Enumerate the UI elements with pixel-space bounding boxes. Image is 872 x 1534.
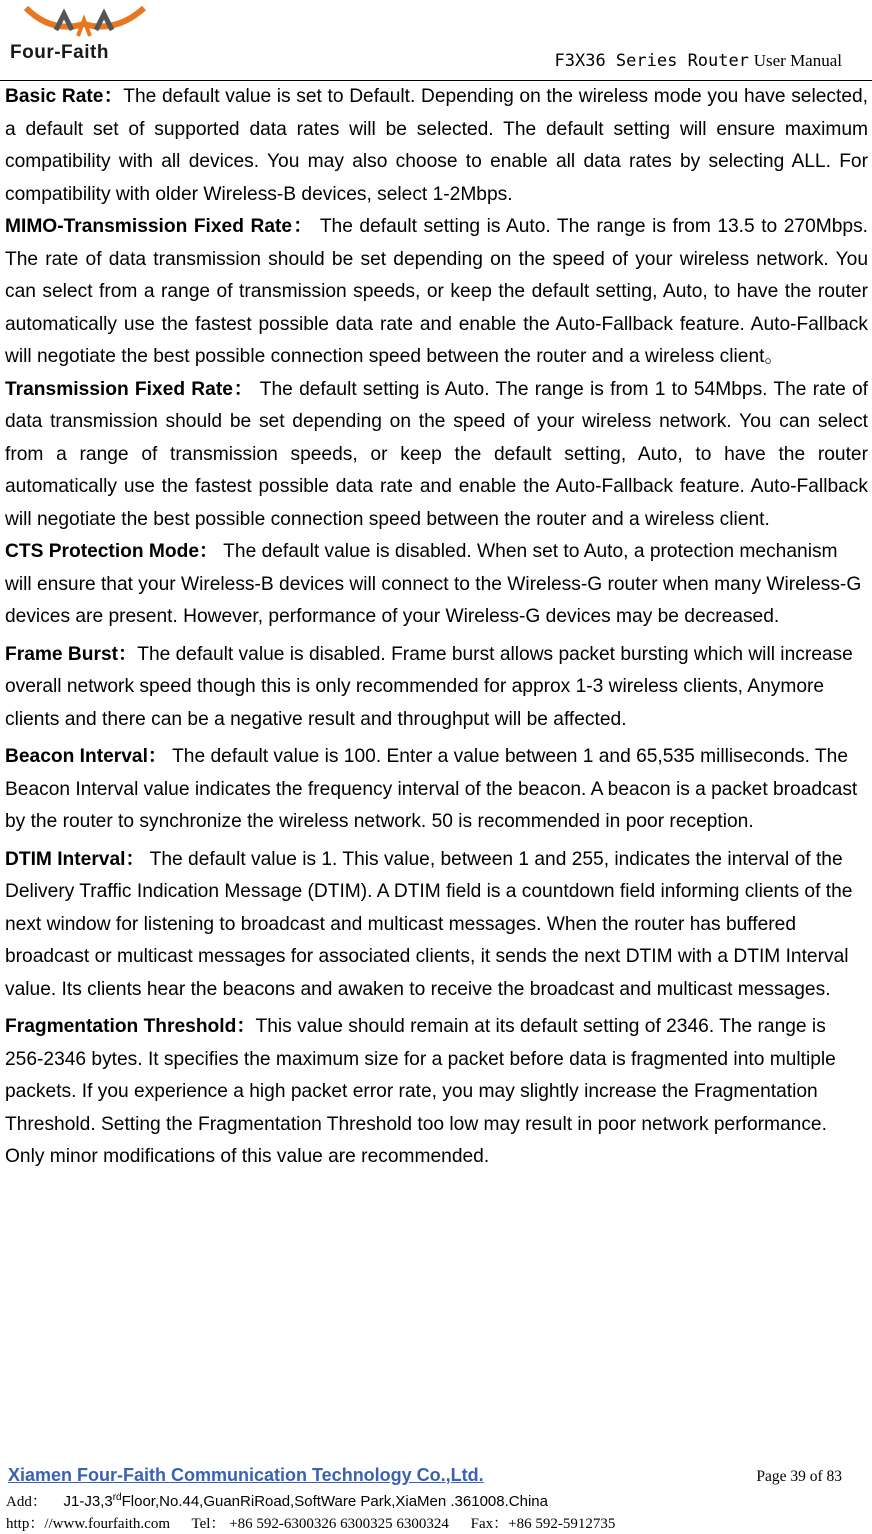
document-title [555, 51, 842, 71]
term-mimo-rate: MIMO-Transmission Fixed Rate： [5, 216, 314, 237]
desc-cts-protection: The default value is disabled. When set to Auto, a protection mechanism will ensure that your Wireless-B devices will connect to the Wireless-G router when many Wireless-G devices are present. However, performance of your Wireless-G devices may be decreased. [5, 541, 862, 627]
paragraph-cts-protection [5, 536, 868, 634]
paragraph-frame-burst [5, 639, 868, 737]
desc-dtim-interval: The default value is 1. This value, between 1 and 255, indicates the interval of the Delivery Traffic Indication Message (DTIM). A DTIM field is a countdown field informing clients of the next window for listening to broadcast and multicast messages. When the router has buffered broadcast or multicast messages for associated clients, it sends the next DTIM with a DTIM Interval value. Its clients hear the beacons and awaken to receive the broadcast and multicast messages. [5, 848, 853, 1000]
four-faith-logo [4, 0, 164, 74]
address-line [6, 1490, 548, 1511]
paragraph-fragmentation-threshold [5, 1011, 868, 1174]
address-post: Floor,No.44,GuanRiRoad,SoftWare Park,XiaMen .361008.China [121, 1493, 548, 1510]
paragraph-mimo-rate [5, 211, 868, 374]
term-beacon-interval: Beacon Interval： [5, 746, 168, 767]
paragraph-dtim-interval [5, 844, 868, 1007]
main-content [5, 81, 868, 1174]
company-link[interactable]: Xiamen Four-Faith Communication Technology Co.,Ltd. [8, 1465, 484, 1485]
paragraph-beacon-interval [5, 741, 868, 839]
logo-text: Four-Faith [10, 42, 109, 63]
desc-frame-burst: The default value is disabled. Frame burst allows packet bursting which will increase overall network speed though this is only recommended for approx 1-3 wireless clients, Anymore clients and there can be a negative result and throughput will be affected. [5, 643, 853, 730]
desc-beacon-interval: The default value is 100. Enter a value between 1 and 65,535 milliseconds. The Beacon Interval value indicates the frequency interval of the beacon. A beacon is a packet broadcast by the router to synchronize the wireless network. 50 is recommended in poor reception. [5, 746, 858, 832]
desc-transmission-rate: The default setting is Auto. The range is from 1 to 54Mbps. The rate of data transmission should be set depending on the speed of your wireless network. You can select from a range of transmission speeds, or keep the default setting, Auto, to have the router automatically use the fastest possible data rate and enable the Auto-Fallback feature. Auto-Fallback will negotiate the best possible connection speed between the router and a wireless client. [5, 378, 868, 530]
term-dtim-interval: DTIM Interval： [5, 848, 145, 870]
series-title: F3X36 Series Router [554, 51, 749, 71]
term-basic-rate: Basic Rate： [5, 86, 124, 107]
page-header [0, 0, 872, 81]
page-footer [0, 1460, 872, 1534]
contact-line [6, 1512, 633, 1533]
term-cts-protection: CTS Protection Mode： [5, 541, 219, 562]
paragraph-basic-rate [5, 81, 868, 211]
term-fragmentation-threshold: Fragmentation Threshold： [5, 1016, 256, 1037]
address-pre: J1-J3,3 [63, 1493, 113, 1510]
address-sup: rd [112, 1492, 122, 1503]
fax: Fax：+86 592-5912735 [470, 1516, 616, 1532]
desc-fragmentation-threshold: This value should remain at its default setting of 2346. The range is 256-2346 bytes. It specifies the maximum size for a packet before data is fragmented into multiple packets. If you experience a high packet error rate, you may slightly increase the Fragmentation Threshold. Setting the Fragmentation Threshold too low may result in poor network performance. Only minor modifications of this value are recommended. [5, 1016, 836, 1167]
address-label: Add： [6, 1494, 47, 1510]
page-number: Page 39 of 83 [756, 1468, 842, 1485]
telephone: Tel： +86 592-6300326 6300325 6300324 [191, 1516, 449, 1532]
website-link[interactable]: http：//www.fourfaith.com [6, 1516, 170, 1532]
desc-mimo-rate: The default setting is Auto. The range is from 13.5 to 270Mbps. The rate of data transmission should be set depending on the speed of your wireless network. You can select from a range of transmission speeds, or keep the default setting, Auto, to have the router automatically use the fastest possible data rate and enable the Auto-Fallback feature. Auto-Fallback will negotiate the best possible connection speed between the router and a wireless client。 [5, 216, 868, 367]
paragraph-transmission-rate [5, 374, 868, 537]
term-transmission-rate: Transmission Fixed Rate： [5, 378, 254, 400]
desc-basic-rate: The default value is set to Default. Depending on the wireless mode you have selected, a default set of supported data rates will be selected. The default setting will ensure maximum compatibility with all devices. You may also choose to enable all data rates by selecting ALL. For compatibility with older Wireless-B devices, select 1-2Mbps. [5, 86, 868, 205]
manual-label: User Manual [753, 51, 842, 70]
term-frame-burst: Frame Burst： [5, 643, 138, 665]
